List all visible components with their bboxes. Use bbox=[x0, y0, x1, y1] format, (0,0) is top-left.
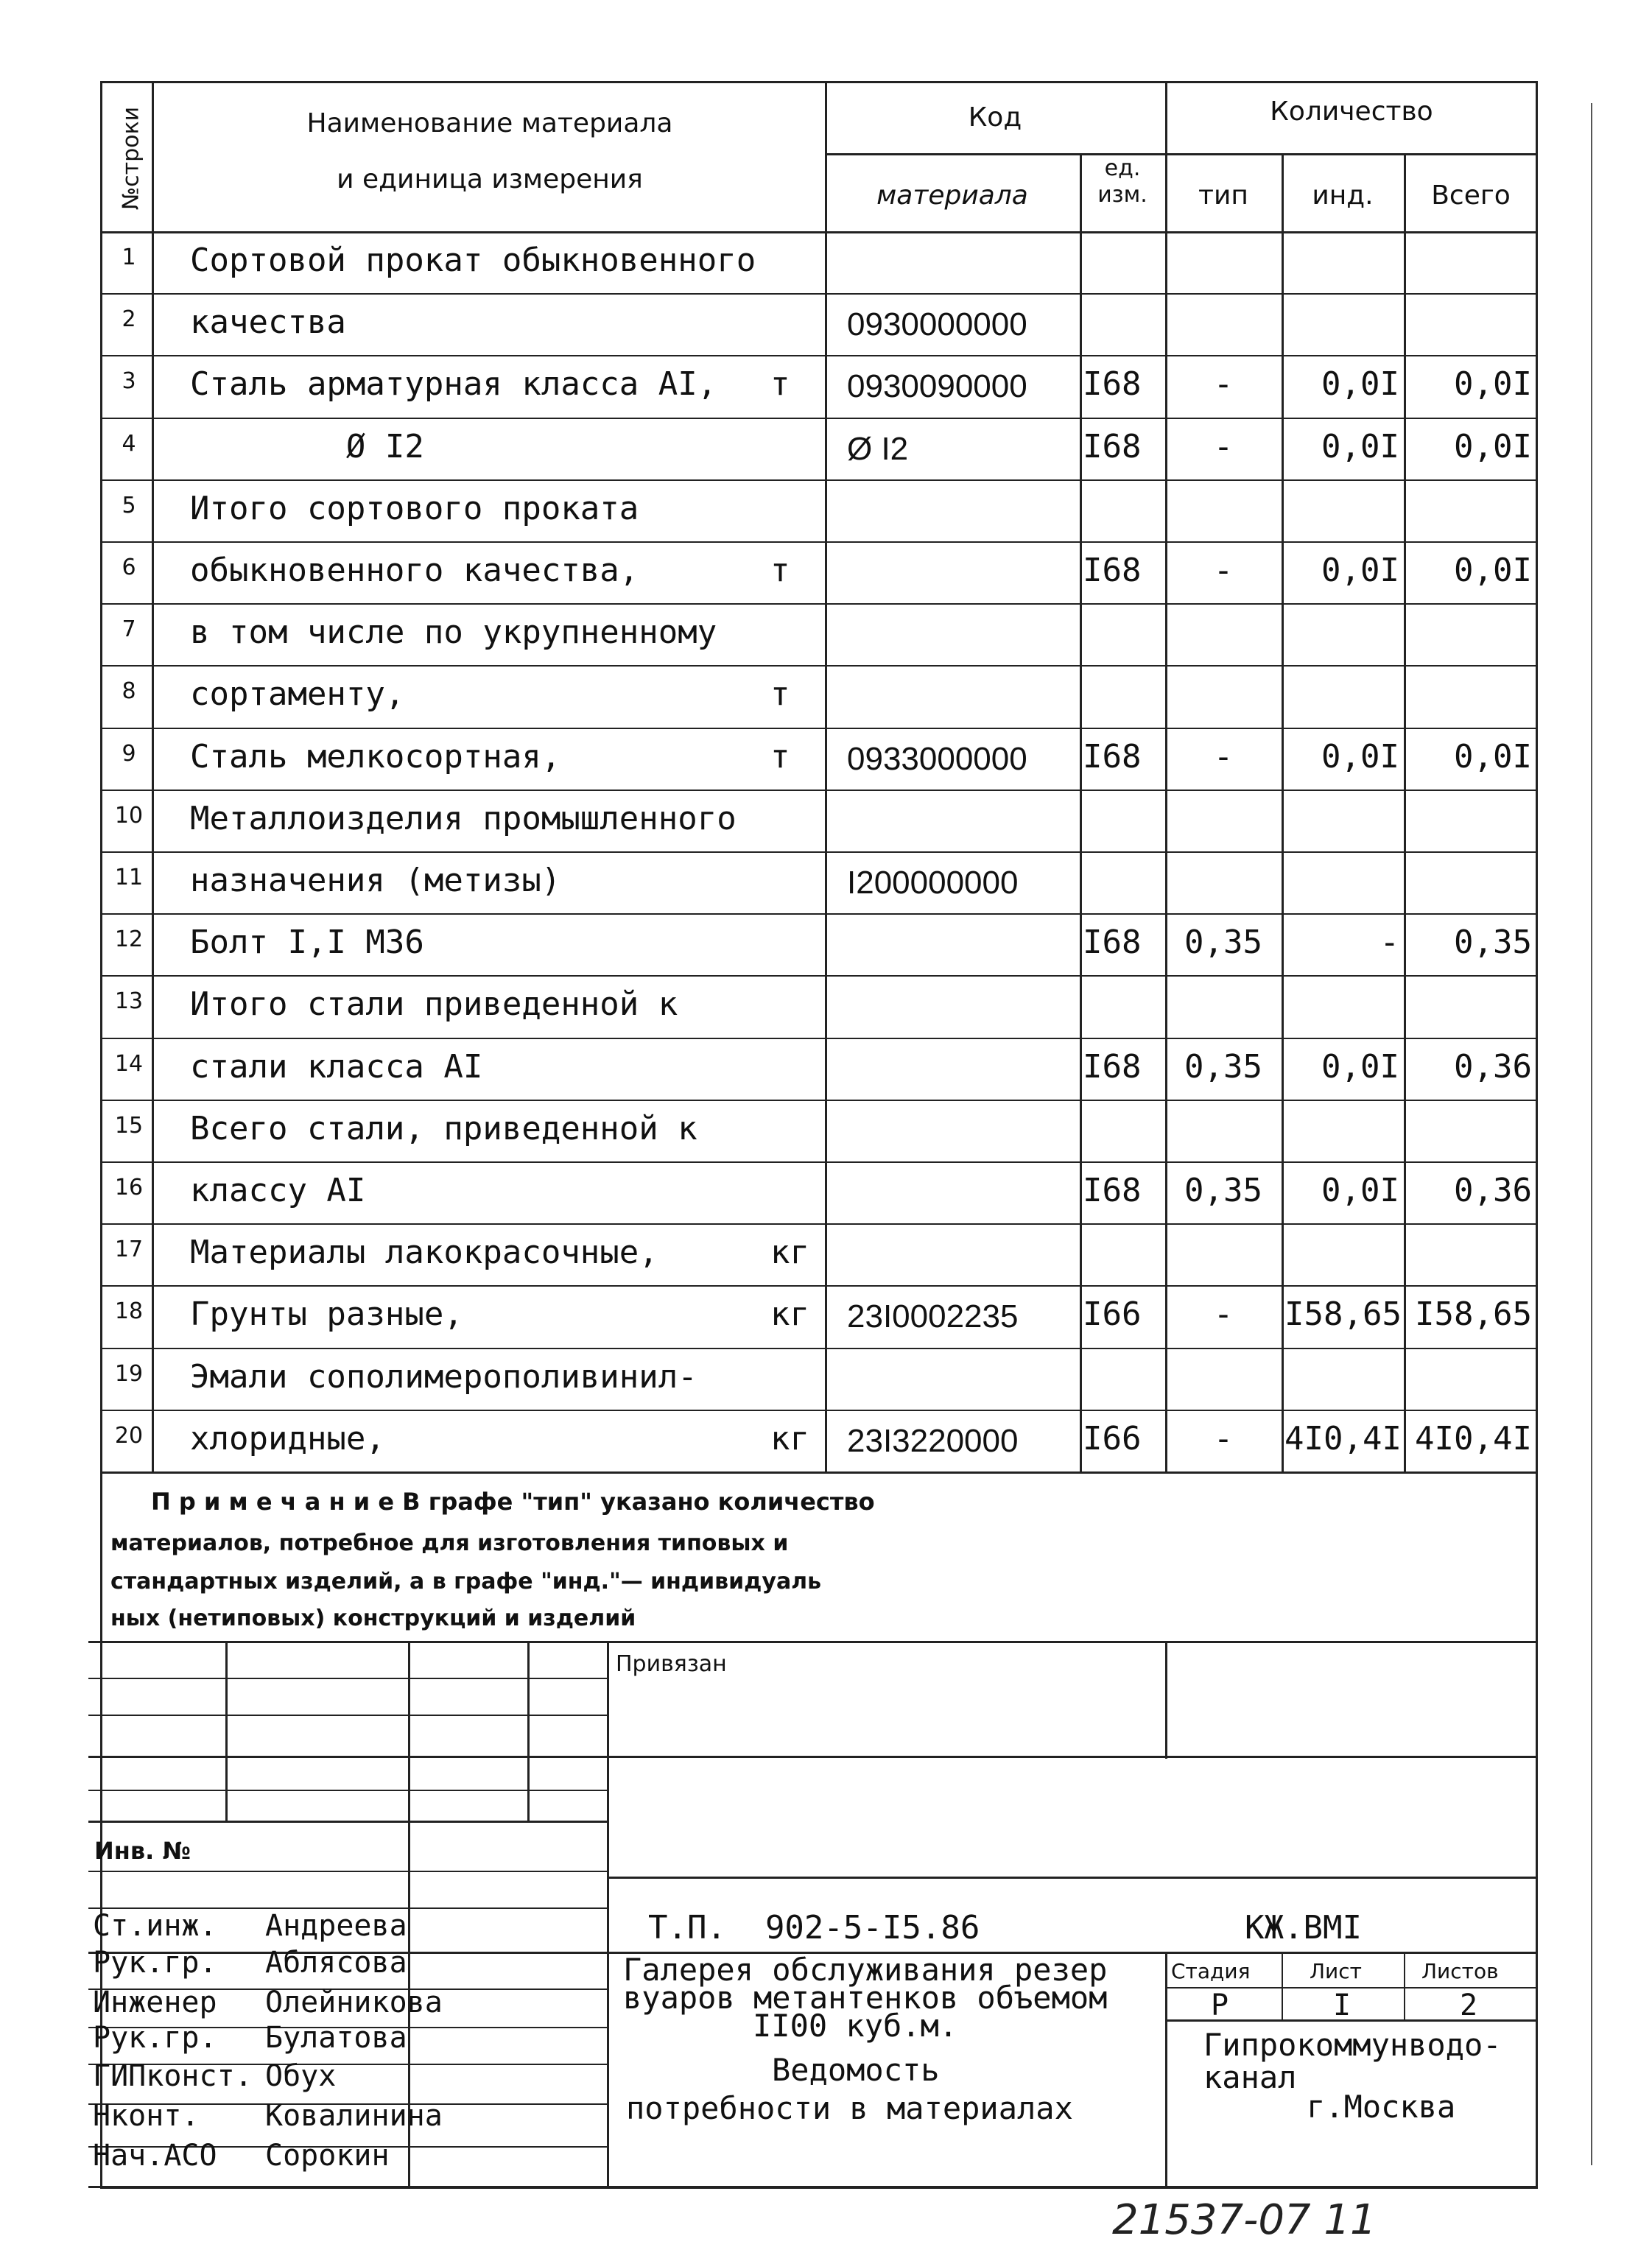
ind-header: инд. bbox=[1312, 180, 1374, 211]
material-name: назначения (метизы) bbox=[190, 862, 561, 899]
ind-value: 4I0,4I bbox=[1284, 1420, 1402, 1457]
total-value: 0,36 bbox=[1454, 1048, 1532, 1086]
unit-cell: т bbox=[770, 552, 790, 589]
ind-value: - bbox=[1379, 924, 1399, 961]
staff-name: Аблясова bbox=[265, 1946, 407, 1980]
typ-value: 0,35 bbox=[1184, 924, 1262, 961]
total-value: I58,65 bbox=[1415, 1295, 1532, 1333]
row-line bbox=[100, 1100, 1538, 1101]
typ-value: - bbox=[1213, 428, 1234, 465]
row-line bbox=[100, 1161, 1538, 1163]
ind-value: 0,0I bbox=[1321, 552, 1399, 589]
material-name: Эмали сополимерополивинил- bbox=[190, 1358, 697, 1396]
total-value: 0,0I bbox=[1454, 738, 1532, 776]
row-number: 3 bbox=[122, 368, 136, 394]
unit-code: I68 bbox=[1083, 1048, 1142, 1086]
row-line bbox=[100, 975, 1538, 977]
total-value: 0,0I bbox=[1454, 552, 1532, 589]
unit-code: I68 bbox=[1083, 924, 1142, 961]
note-line-4: ных (нетиповых) конструкций и изделий bbox=[110, 1606, 636, 1631]
staff-role: Рук.гр. bbox=[93, 2021, 217, 2055]
org-line-1: Гипрокоммунводо- bbox=[1203, 2027, 1502, 2063]
material-name: Сталь арматурная класса АI, bbox=[190, 365, 717, 403]
col-line bbox=[1080, 153, 1082, 1471]
total-value: 4I0,4I bbox=[1415, 1420, 1532, 1457]
stamp-row bbox=[88, 1790, 607, 1791]
table-bottom-line bbox=[100, 1471, 1538, 1474]
col-line bbox=[1165, 81, 1167, 1471]
handwritten-number: 21537-07 11 bbox=[1112, 2196, 1377, 2244]
row-line bbox=[100, 541, 1538, 543]
row-number: 8 bbox=[122, 678, 136, 704]
row-line bbox=[100, 603, 1538, 605]
title-line-1: Галерея обслуживания резер bbox=[623, 1952, 1108, 1988]
unit-code: I66 bbox=[1083, 1295, 1142, 1333]
material-name: Итого сортового проката bbox=[190, 490, 639, 527]
row-line bbox=[100, 1348, 1538, 1349]
stamp-row bbox=[88, 1871, 607, 1872]
row-number: 13 bbox=[114, 988, 144, 1014]
row-line bbox=[100, 1223, 1538, 1225]
title-line-5: потребности в материалах bbox=[626, 2090, 1073, 2126]
row-number: 16 bbox=[114, 1175, 144, 1200]
unit-cell: кг bbox=[770, 1234, 809, 1271]
privyazan-label: Привязан bbox=[616, 1651, 727, 1677]
typ-value: - bbox=[1213, 365, 1234, 403]
material-name: Сортовой прокат обыкновенного bbox=[190, 242, 756, 279]
ind-value: 0,0I bbox=[1321, 738, 1399, 776]
stage-label: Стадия bbox=[1171, 1959, 1251, 1983]
stamp-col bbox=[225, 1641, 228, 1821]
code-header: Код bbox=[968, 102, 1022, 133]
org-line-2: канал bbox=[1203, 2059, 1297, 2095]
staff-name: Олейникова bbox=[265, 1986, 443, 2019]
row-number: 10 bbox=[114, 803, 144, 829]
material-name: хлоридные, bbox=[190, 1420, 385, 1457]
sheet-label: Лист bbox=[1310, 1959, 1362, 1983]
col-line bbox=[1404, 153, 1406, 1471]
material-name: Материалы лакокрасочные, bbox=[190, 1234, 658, 1271]
row-line bbox=[100, 355, 1538, 356]
material-name: Всего стали, приведенной к bbox=[190, 1110, 697, 1147]
stamp-col bbox=[1165, 1641, 1167, 1759]
header-line bbox=[825, 153, 1538, 155]
unit-code: I68 bbox=[1083, 1172, 1142, 1209]
row-line bbox=[100, 851, 1538, 853]
sheet-value: I bbox=[1333, 1989, 1352, 2022]
row-number: 4 bbox=[122, 431, 136, 457]
material-name: Ø I2 bbox=[190, 428, 424, 465]
row-line bbox=[100, 293, 1538, 295]
row-number: 14 bbox=[114, 1051, 144, 1077]
material-name: обыкновенного качества, bbox=[190, 552, 639, 589]
ind-value: 0,0I bbox=[1321, 365, 1399, 403]
stamp-col bbox=[1282, 1952, 1283, 2021]
typ-value: - bbox=[1213, 552, 1234, 589]
typ-value: - bbox=[1213, 1295, 1234, 1333]
sheets-label: Листов bbox=[1421, 1959, 1499, 1983]
stamp-top-line bbox=[88, 1641, 1538, 1643]
unit-cell: т bbox=[770, 738, 790, 776]
stamp-row bbox=[88, 1715, 607, 1716]
total-header: Всего bbox=[1431, 180, 1511, 211]
material-name: классу АI bbox=[190, 1172, 366, 1209]
row-number: 2 bbox=[122, 306, 136, 332]
staff-role: Нконт. bbox=[93, 2099, 200, 2133]
row-number: 17 bbox=[114, 1237, 144, 1262]
stamp-col bbox=[607, 1641, 609, 2189]
header-line bbox=[100, 231, 1538, 233]
row-line bbox=[100, 665, 1538, 667]
row-number: 7 bbox=[122, 616, 136, 642]
inv-label: Инв. № bbox=[94, 1837, 191, 1865]
typ-value: 0,35 bbox=[1184, 1048, 1262, 1086]
row-number: 19 bbox=[114, 1361, 144, 1387]
stamp-row bbox=[607, 1877, 1538, 1879]
stamp-col bbox=[1404, 1952, 1405, 2021]
material-name: сортаменту, bbox=[190, 675, 405, 713]
stamp-col bbox=[527, 1641, 530, 1821]
unit-code: I68 bbox=[1083, 428, 1142, 465]
typ-value: 0,35 bbox=[1184, 1172, 1262, 1209]
org-line-3: г.Москва bbox=[1307, 2089, 1456, 2125]
unit-code: I66 bbox=[1083, 1420, 1142, 1457]
unit-code: I68 bbox=[1083, 365, 1142, 403]
unit-code: I68 bbox=[1083, 738, 1142, 776]
title-line-3: II00 куб.м. bbox=[753, 2008, 958, 2044]
unit-cell: т bbox=[770, 675, 790, 713]
row-line bbox=[100, 1410, 1538, 1411]
material-code: 0930000000 bbox=[847, 306, 1027, 342]
staff-name: Обух bbox=[265, 2059, 337, 2093]
title-line-2: вуаров метантенков объемом bbox=[623, 1980, 1108, 2016]
material-name: стали класса АI bbox=[190, 1048, 483, 1086]
margin-line bbox=[1591, 103, 1592, 2165]
tp-number: Т.П. 902-5-I5.86 bbox=[648, 1909, 980, 1947]
row-number: 5 bbox=[122, 493, 136, 518]
col-line bbox=[1282, 153, 1284, 1471]
staff-role: Ст.инж. bbox=[93, 1909, 217, 1943]
row-line bbox=[100, 790, 1538, 791]
row-number: 15 bbox=[114, 1113, 144, 1139]
typ-header: тип bbox=[1198, 180, 1248, 211]
staff-name: Ковалинина bbox=[265, 2099, 443, 2133]
material-code: 0930090000 bbox=[847, 368, 1027, 404]
staff-name: Булатова bbox=[265, 2021, 407, 2055]
sheets-value: 2 bbox=[1460, 1989, 1478, 2022]
total-value: 0,36 bbox=[1454, 1172, 1532, 1209]
staff-role: ГИПконст. bbox=[93, 2059, 253, 2093]
unit-cell: кг bbox=[770, 1295, 809, 1333]
row-number-header: №строки bbox=[118, 106, 144, 211]
unit-cell: т bbox=[770, 365, 790, 403]
unit-header-1: ед. bbox=[1104, 155, 1141, 181]
material-name: качества bbox=[190, 303, 346, 341]
stage-value: Р bbox=[1211, 1989, 1229, 2022]
unit-code: I68 bbox=[1083, 552, 1142, 589]
row-line bbox=[100, 913, 1538, 915]
unit-header: и единица измерения bbox=[337, 164, 643, 194]
material-name: Грунты разные, bbox=[190, 1295, 463, 1333]
name-header: Наименование материала bbox=[306, 108, 673, 138]
ind-value: 0,0I bbox=[1321, 1172, 1399, 1209]
row-line bbox=[100, 728, 1538, 729]
material-name: в том числе по укрупненному bbox=[190, 613, 717, 651]
material-header: материала bbox=[876, 180, 1028, 211]
row-number: 12 bbox=[114, 926, 144, 952]
stamp-row bbox=[88, 1756, 1538, 1758]
material-name: Болт I,I М36 bbox=[190, 924, 424, 961]
stamp-row bbox=[88, 1821, 607, 1823]
row-line bbox=[100, 418, 1538, 419]
note-line-3: стандартных изделий, а в графе "инд."— индивидуаль bbox=[110, 1569, 822, 1594]
staff-name: Сорокин bbox=[265, 2139, 390, 2173]
row-line bbox=[100, 1285, 1538, 1287]
row-number: 6 bbox=[122, 555, 136, 580]
doc-code: КЖ.ВМI bbox=[1245, 1909, 1362, 1947]
unit-cell: кг bbox=[770, 1420, 809, 1457]
row-number: 11 bbox=[114, 865, 144, 890]
typ-value: - bbox=[1213, 1420, 1234, 1457]
stamp-bottom bbox=[88, 2186, 1538, 2188]
total-value: 0,35 bbox=[1454, 924, 1532, 961]
material-code: Ø I2 bbox=[847, 431, 909, 467]
material-code: I200000000 bbox=[847, 865, 1019, 901]
row-line bbox=[100, 1038, 1538, 1039]
ind-value: 0,0I bbox=[1321, 1048, 1399, 1086]
material-name: Сталь мелкосортная, bbox=[190, 738, 561, 776]
title-line-4: Ведомость bbox=[772, 2052, 940, 2088]
ind-value: I58,65 bbox=[1284, 1295, 1402, 1333]
stamp-row bbox=[88, 1678, 607, 1679]
material-name: Металлоизделия промышленного bbox=[190, 800, 737, 837]
row-number: 9 bbox=[122, 741, 136, 767]
typ-value: - bbox=[1213, 738, 1234, 776]
staff-role: Инженер bbox=[93, 1986, 217, 2019]
quantity-header: Количество bbox=[1270, 96, 1433, 127]
col-line bbox=[152, 81, 154, 1471]
col-line bbox=[825, 81, 827, 1471]
total-value: 0,0I bbox=[1454, 365, 1532, 403]
staff-name: Андреева bbox=[265, 1909, 407, 1943]
note-line-2: материалов, потребное для изготовления типовых и bbox=[110, 1530, 789, 1556]
note-line-1: П р и м е ч а н и е В графе "тип" указано количество bbox=[151, 1488, 875, 1516]
material-code: 23I0002235 bbox=[847, 1298, 1019, 1335]
material-name: Итого стали приведенной к bbox=[190, 985, 678, 1023]
material-code: 0933000000 bbox=[847, 741, 1027, 777]
row-number: 18 bbox=[114, 1298, 144, 1324]
row-line bbox=[100, 479, 1538, 481]
unit-header-2: изм. bbox=[1097, 182, 1147, 208]
total-value: 0,0I bbox=[1454, 428, 1532, 465]
row-number: 20 bbox=[114, 1423, 144, 1449]
material-code: 23I3220000 bbox=[847, 1423, 1019, 1459]
ind-value: 0,0I bbox=[1321, 428, 1399, 465]
staff-role: Нач.АСО bbox=[93, 2139, 217, 2173]
row-number: 1 bbox=[122, 245, 136, 270]
staff-role: Рук.гр. bbox=[93, 1946, 217, 1980]
